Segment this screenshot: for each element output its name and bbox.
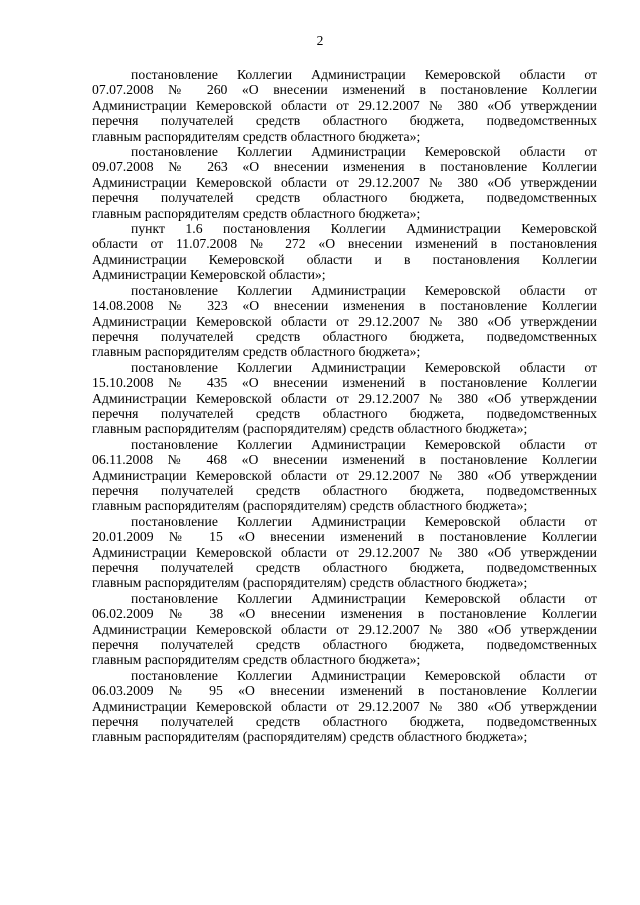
text-line: главным распорядителям средств областного бюджета»; [92,652,421,668]
text-line: 14.08.2008 № 323 «О внесении изменения в постановление Коллегии [92,298,597,314]
text-line: постановление Коллегии Администрации Кемеровской области от [131,590,597,606]
text-line: перечня получателей средств областного бюджета, подведомственных [92,328,597,344]
text-line: 15.10.2008 № 435 «О внесении изменений в постановление Коллегии [92,375,597,391]
text-line: Администрации Кемеровской области от 29.12.2007 № 380 «Об утверждении [92,544,597,560]
text-line: постановление Коллегии Администрации Кемеровской области от [131,667,597,683]
text-line: перечня получателей средств областного бюджета, подведомственных [92,190,597,206]
paragraph [92,437,597,514]
text-line: Администрации Кемеровской области от 29.12.2007 № 380 «Об утверждении [92,467,597,483]
text-line: постановление Коллегии Администрации Кемеровской области от [131,513,597,529]
text-line: главным распорядителям средств областного бюджета»; [92,344,421,360]
text-line: постановление Коллегии Администрации Кемеровской области от [131,436,597,452]
paragraph [92,144,597,221]
document-body [92,67,597,745]
text-line: перечня получателей средств областного бюджета, подведомственных [92,482,597,498]
paragraph [92,668,597,745]
text-line: Администрации Кемеровской области от 29.12.2007 № 380 «Об утверждении [92,313,597,329]
text-line: Администрации Кемеровской области от 29.12.2007 № 380 «Об утверждении [92,390,597,406]
text-line: Администрации Кемеровской области от 29.12.2007 № 380 «Об утверждении [92,174,597,190]
text-line: Администрации Кемеровской области от 29.12.2007 № 380 «Об утверждении [92,621,597,637]
text-line: перечня получателей средств областного бюджета, подведомственных [92,714,597,730]
text-line: главным распорядителям (распорядителям) средств областного бюджета»; [92,575,528,591]
text-line: 09.07.2008 № 263 «О внесении изменения в постановление Коллегии [92,159,597,175]
paragraph [92,283,597,360]
text-line: перечня получателей средств областного бюджета, подведомственных [92,637,597,653]
text-line: 06.03.2009 № 95 «О внесении изменений в постановление Коллегии [92,683,597,699]
text-line: 07.07.2008 № 260 «О внесении изменений в постановление Коллегии [92,82,597,98]
text-line: Администрации Кемеровской области от 29.12.2007 № 380 «Об утверждении [92,698,597,714]
text-line: перечня получателей средств областного бюджета, подведомственных [92,560,597,575]
paragraph [92,514,597,591]
text-line: постановление Коллегии Администрации Кемеровской области от [131,282,597,298]
text-line: Администрации Кемеровской области и в постановления Коллегии [92,251,597,267]
paragraph [92,221,597,283]
text-line: перечня получателей средств областного бюджета, подведомственных [92,405,597,421]
text-line: 06.11.2008 № 468 «О внесении изменений в постановление Коллегии [92,452,597,468]
text-line: 20.01.2009 № 15 «О внесении изменений в постановление Коллегии [92,529,597,545]
text-line: Администрации Кемеровской области»; [92,267,326,283]
text-line: главным распорядителям (распорядителям) средств областного бюджета»; [92,498,528,514]
paragraph [92,591,597,668]
text-line: постановление Коллегии Администрации Кемеровской области от [131,144,597,160]
text-line: главным распорядителям средств областного бюджета»; [92,128,421,144]
text-line: области от 11.07.2008 № 272 «О внесении изменений в постановления [92,236,597,252]
text-line: 06.02.2009 № 38 «О внесении изменения в постановление Коллегии [92,606,597,622]
text-line: главным распорядителям средств областного бюджета»; [92,205,421,221]
paragraph [92,360,597,437]
paragraph [92,67,597,144]
text-line: перечня получателей средств областного бюджета, подведомственных [92,113,597,129]
text-line: постановление Коллегии Администрации Кемеровской области от [131,67,597,82]
page-number: 2 [316,33,324,48]
text-line: главным распорядителям (распорядителям) средств областного бюджета»; [92,729,528,745]
text-line: главным распорядителям (распорядителям) средств областного бюджета»; [92,421,528,437]
text-line: пункт 1.6 постановления Коллегии Администрации Кемеровской [131,221,597,237]
text-line: постановление Коллегии Администрации Кемеровской области от [131,359,597,375]
text-line: Администрации Кемеровской области от 29.12.2007 № 380 «Об утверждении [92,97,597,113]
